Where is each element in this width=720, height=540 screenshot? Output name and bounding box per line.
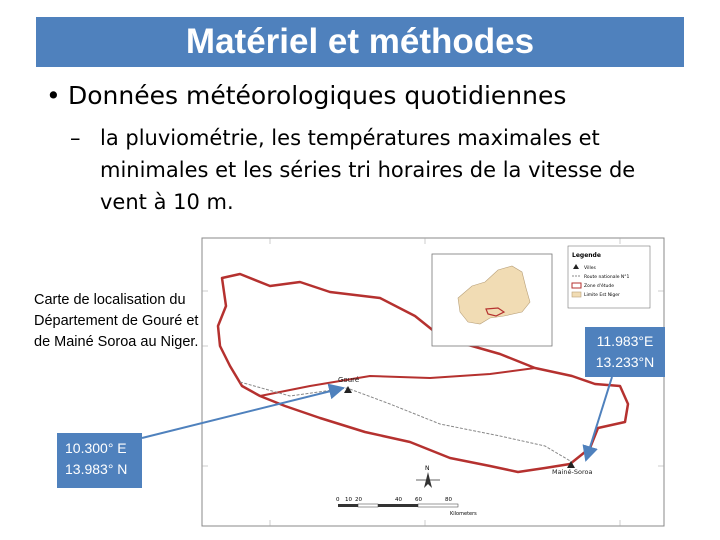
legend-item-1: Route nationale N°1 [584,275,630,280]
coord-maine-lon: 11.983°E [596,333,654,349]
bullet-2 [70,122,660,218]
bullet-dot: • [46,81,61,110]
coord-maine-lat: 13.233°N [595,354,655,370]
map-legend [568,246,650,308]
title-bar [36,17,684,67]
bullet-dash: – [70,126,81,150]
scale-unit: Kilometers [450,511,477,517]
bullet-1 [46,80,566,112]
coord-goure [57,433,142,488]
goure-label: Gouré [338,376,360,384]
coord-maine-soroa [585,327,665,377]
legend-limit-symbol [572,292,581,297]
scale-tick-3: 40 [395,497,402,503]
scale-tick-5: 80 [445,497,452,503]
scale-tick-0: 0 [336,497,340,503]
scale-tick-1: 10 [345,497,352,503]
map-caption: Carte de localisation du Département de Gouré et de Mainé Soroa au Niger. [34,292,199,350]
bullet-1-text: Données météorologiques quotidiennes [68,81,567,110]
scale-tick-4: 60 [415,497,422,503]
location-map [200,236,666,528]
legend-item-0: Villes [584,266,596,271]
legend-item-3: Limite Est Niger [584,293,620,298]
scale-tick-2: 20 [355,497,362,503]
niger-inset-map [432,254,552,346]
coord-goure-lon: 10.300° E [65,440,127,456]
legend-item-2: Zone d'étude [584,284,614,289]
legend-title: Legende [572,252,601,259]
slide-title: Matériel et méthodes [185,22,535,61]
bullet-2-text: la pluviométrie, les températures maximales et minimales et les séries tri horaires de la vitesse de vent à 10 m. [100,126,636,214]
coord-goure-lat: 13.983° N [65,461,128,477]
maine-soroa-label: Mainé-Soroa [552,468,593,476]
north-label: N [425,465,430,472]
